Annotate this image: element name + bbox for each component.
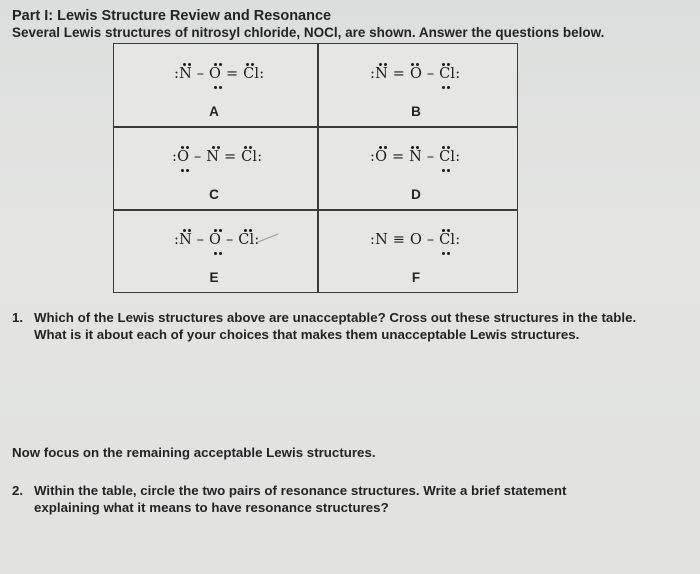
lewis-structures-table	[113, 43, 518, 293]
lone-pair-dot	[181, 169, 184, 172]
lone-pair-dot	[442, 146, 445, 149]
focus-note: Now focus on the remaining acceptable Lewis structures.	[12, 445, 376, 460]
lone-pair-dot	[416, 63, 419, 66]
lone-pair-dot	[246, 63, 249, 66]
question-2	[12, 482, 692, 522]
structure-cell-a	[114, 44, 317, 126]
lewis-structure	[174, 232, 259, 248]
lone-pair-dot	[384, 146, 387, 149]
lone-pair-dot	[188, 229, 191, 232]
lone-pair-dot	[219, 63, 222, 66]
structure-cell-b	[318, 44, 519, 126]
lone-pair-dot	[416, 146, 419, 149]
lewis-structure	[370, 149, 460, 165]
part-title: Part I: Lewis Structure Review and Resonance	[12, 8, 332, 24]
question-number: 2.	[12, 483, 24, 498]
structure-label: C	[209, 187, 219, 202]
lewis-atom-text: :N ≡ O – Cl:	[370, 232, 461, 248]
lone-pair-dot	[188, 63, 191, 66]
structure-cell-f	[318, 210, 519, 292]
question-line: explaining what it means to have resonance structures?	[34, 500, 389, 515]
lewis-atom-text: :O – N = Cl:	[172, 149, 263, 165]
lone-pair-dot	[249, 229, 252, 232]
lewis-structure	[370, 232, 460, 248]
lone-pair-dot	[214, 86, 217, 89]
lone-pair-dot	[442, 63, 445, 66]
lone-pair-dot	[181, 146, 184, 149]
lone-pair-dot	[251, 63, 254, 66]
lewis-structure	[174, 66, 264, 82]
lone-pair-dot	[379, 63, 382, 66]
structure-label: B	[411, 104, 421, 119]
lone-pair-dot	[219, 252, 222, 255]
lone-pair-dot	[447, 169, 450, 172]
lone-pair-dot	[212, 146, 215, 149]
lone-pair-dot	[186, 146, 189, 149]
lone-pair-dot	[214, 229, 217, 232]
lone-pair-dot	[442, 169, 445, 172]
question-text	[34, 482, 566, 516]
lone-pair-dot	[244, 146, 247, 149]
structure-label: A	[209, 104, 219, 119]
lone-pair-dot	[183, 229, 186, 232]
lone-pair-dot	[186, 169, 189, 172]
question-1	[12, 309, 692, 349]
lewis-atom-text: :N – O – Cl:	[174, 232, 260, 248]
pen-mark	[257, 232, 281, 244]
lone-pair-dot	[411, 63, 414, 66]
lewis-atom-text: :N – O = Cl:	[174, 66, 265, 82]
lone-pair-dot	[447, 146, 450, 149]
question-line: What is it about each of your choices that makes them unacceptable Lewis structures.	[34, 327, 580, 342]
question-line: Within the table, circle the two pairs of resonance structures. Write a brief statement	[34, 483, 567, 498]
question-line: Which of the Lewis structures above are unacceptable? Cross out these structures in the table.	[34, 310, 637, 325]
lone-pair-dot	[442, 252, 445, 255]
lone-pair-dot	[384, 63, 387, 66]
structure-label: D	[411, 187, 421, 202]
structure-cell-d	[318, 127, 519, 209]
lone-pair-dot	[411, 146, 414, 149]
lone-pair-dot	[217, 146, 220, 149]
lone-pair-dot	[219, 229, 222, 232]
lone-pair-dot	[214, 252, 217, 255]
lone-pair-dot	[442, 229, 445, 232]
question-number: 1.	[12, 310, 24, 325]
lone-pair-dot	[183, 63, 186, 66]
lewis-structure	[370, 66, 460, 82]
lone-pair-dot	[379, 146, 382, 149]
lone-pair-dot	[249, 146, 252, 149]
lone-pair-dot	[447, 229, 450, 232]
instructions: Several Lewis structures of nitrosyl chloride, NOCl, are shown. Answer the questions below.	[12, 25, 605, 40]
lone-pair-dot	[447, 252, 450, 255]
lewis-structure	[172, 149, 262, 165]
lone-pair-dot	[447, 63, 450, 66]
lewis-atom-text: :N = O – Cl:	[370, 66, 461, 82]
lone-pair-dot	[442, 86, 445, 89]
lone-pair-dot	[219, 86, 222, 89]
structure-cell-e	[114, 210, 317, 292]
lone-pair-dot	[244, 229, 247, 232]
lone-pair-dot	[214, 63, 217, 66]
lewis-atom-text: :O = N – Cl:	[370, 149, 461, 165]
structure-label: E	[209, 270, 219, 285]
structure-cell-c	[114, 127, 317, 209]
lone-pair-dot	[447, 86, 450, 89]
question-text	[34, 309, 636, 343]
structure-label: F	[411, 270, 421, 285]
